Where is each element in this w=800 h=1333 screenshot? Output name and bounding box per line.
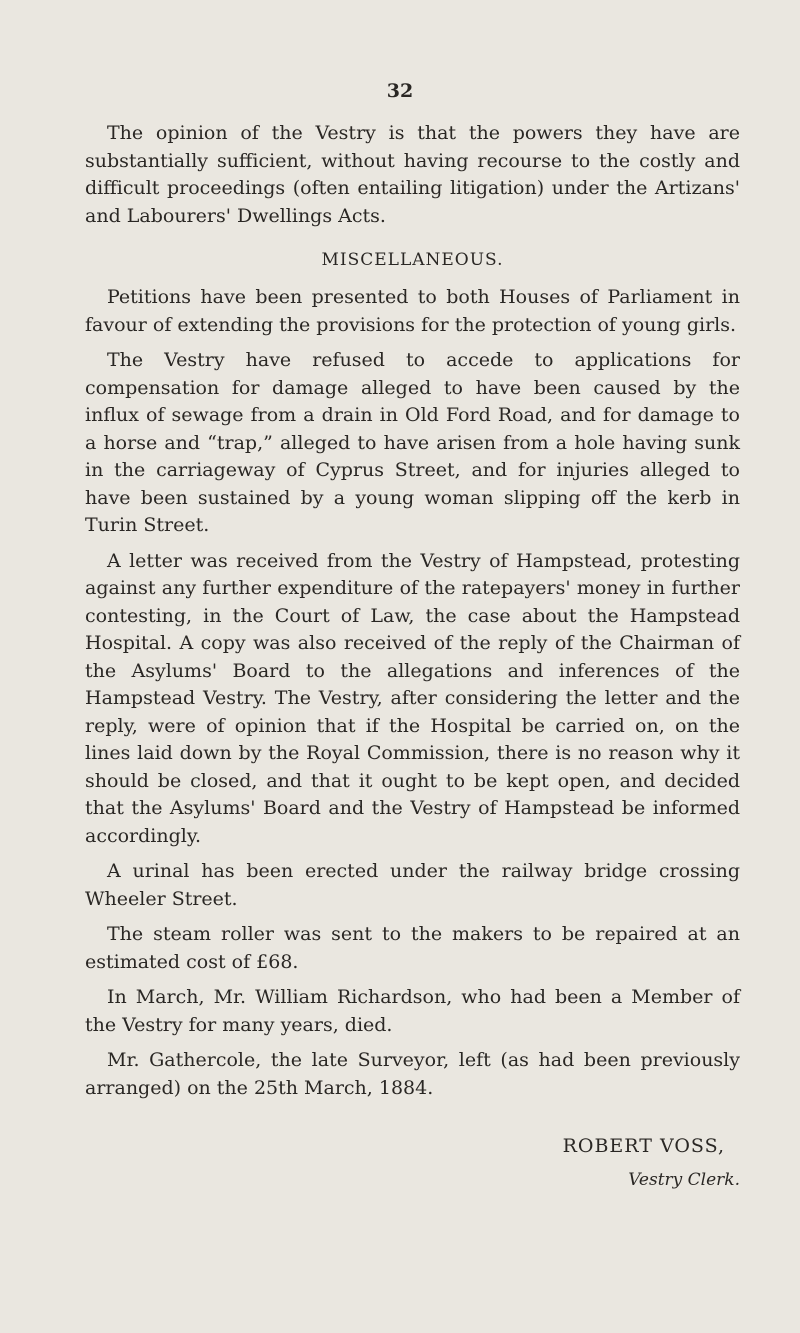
paragraph-urinal: A urinal has been erected under the railway bridge crossing Wheeler Street. — [85, 860, 740, 910]
paragraph-hampstead-letter: A letter was received from the Vestry of Hampstead, protesting against any further expenditure of the ratepayers' money in further contesting, in the Court of Law, the case about the Hampstead Hospital. A copy was also received of the reply of the Chairman of the Asylums' Board to the allegations and inferences of the Hampstead Vestry. The Vestry, after considering the letter and the reply, were of opinion that if the Hospital be carried on, on the lines laid down by the Royal Commission, there is no reason why it should be closed, and that it ought to be kept open, and decided that the Asylums' Board and the Vestry of Hampstead be informed accordingly. — [85, 549, 740, 847]
body-text — [85, 120, 740, 1192]
paragraph-vestry-opinion: The opinion of the Vestry is that the powers they have are substantially sufficient, without having recourse to the costly and difficult proceedings (often entailing litigation) under the Artizans' and Labourers' Dwellings Acts. — [85, 122, 740, 227]
paragraph-compensation: The Vestry have refused to accede to applications for compensation for damage alleged to have been caused by the influx of sewage from a drain in Old Ford Road, and for damage to a horse and “trap,” alleged to have arisen from a hole having sunk in the carriageway of Cyprus Street, and for injuries alleged to have been sustained by a young woman slipping off the kerb in Turin Street. — [85, 349, 740, 536]
page-number: 32 — [386, 80, 414, 102]
paragraph-steam-roller: The steam roller was sent to the makers to be repaired at an estimated cost of £68. — [85, 923, 740, 973]
paragraph-petitions: Petitions have been presented to both Houses of Parliament in favour of extending the provisions for the protection of young girls. — [85, 286, 740, 336]
signature-title: Vestry Clerk. — [628, 1170, 740, 1190]
paragraph-gathercole: Mr. Gathercole, the late Surveyor, left (as had been previously arranged) on the 25th March, 1884. — [85, 1049, 740, 1099]
section-heading-miscellaneous: MISCELLANEOUS. — [321, 250, 504, 270]
paragraph-richardson: In March, Mr. William Richardson, who had been a Member of the Vestry for many years, died. — [85, 986, 740, 1036]
signature-name: ROBERT VOSS, — [562, 1135, 725, 1157]
